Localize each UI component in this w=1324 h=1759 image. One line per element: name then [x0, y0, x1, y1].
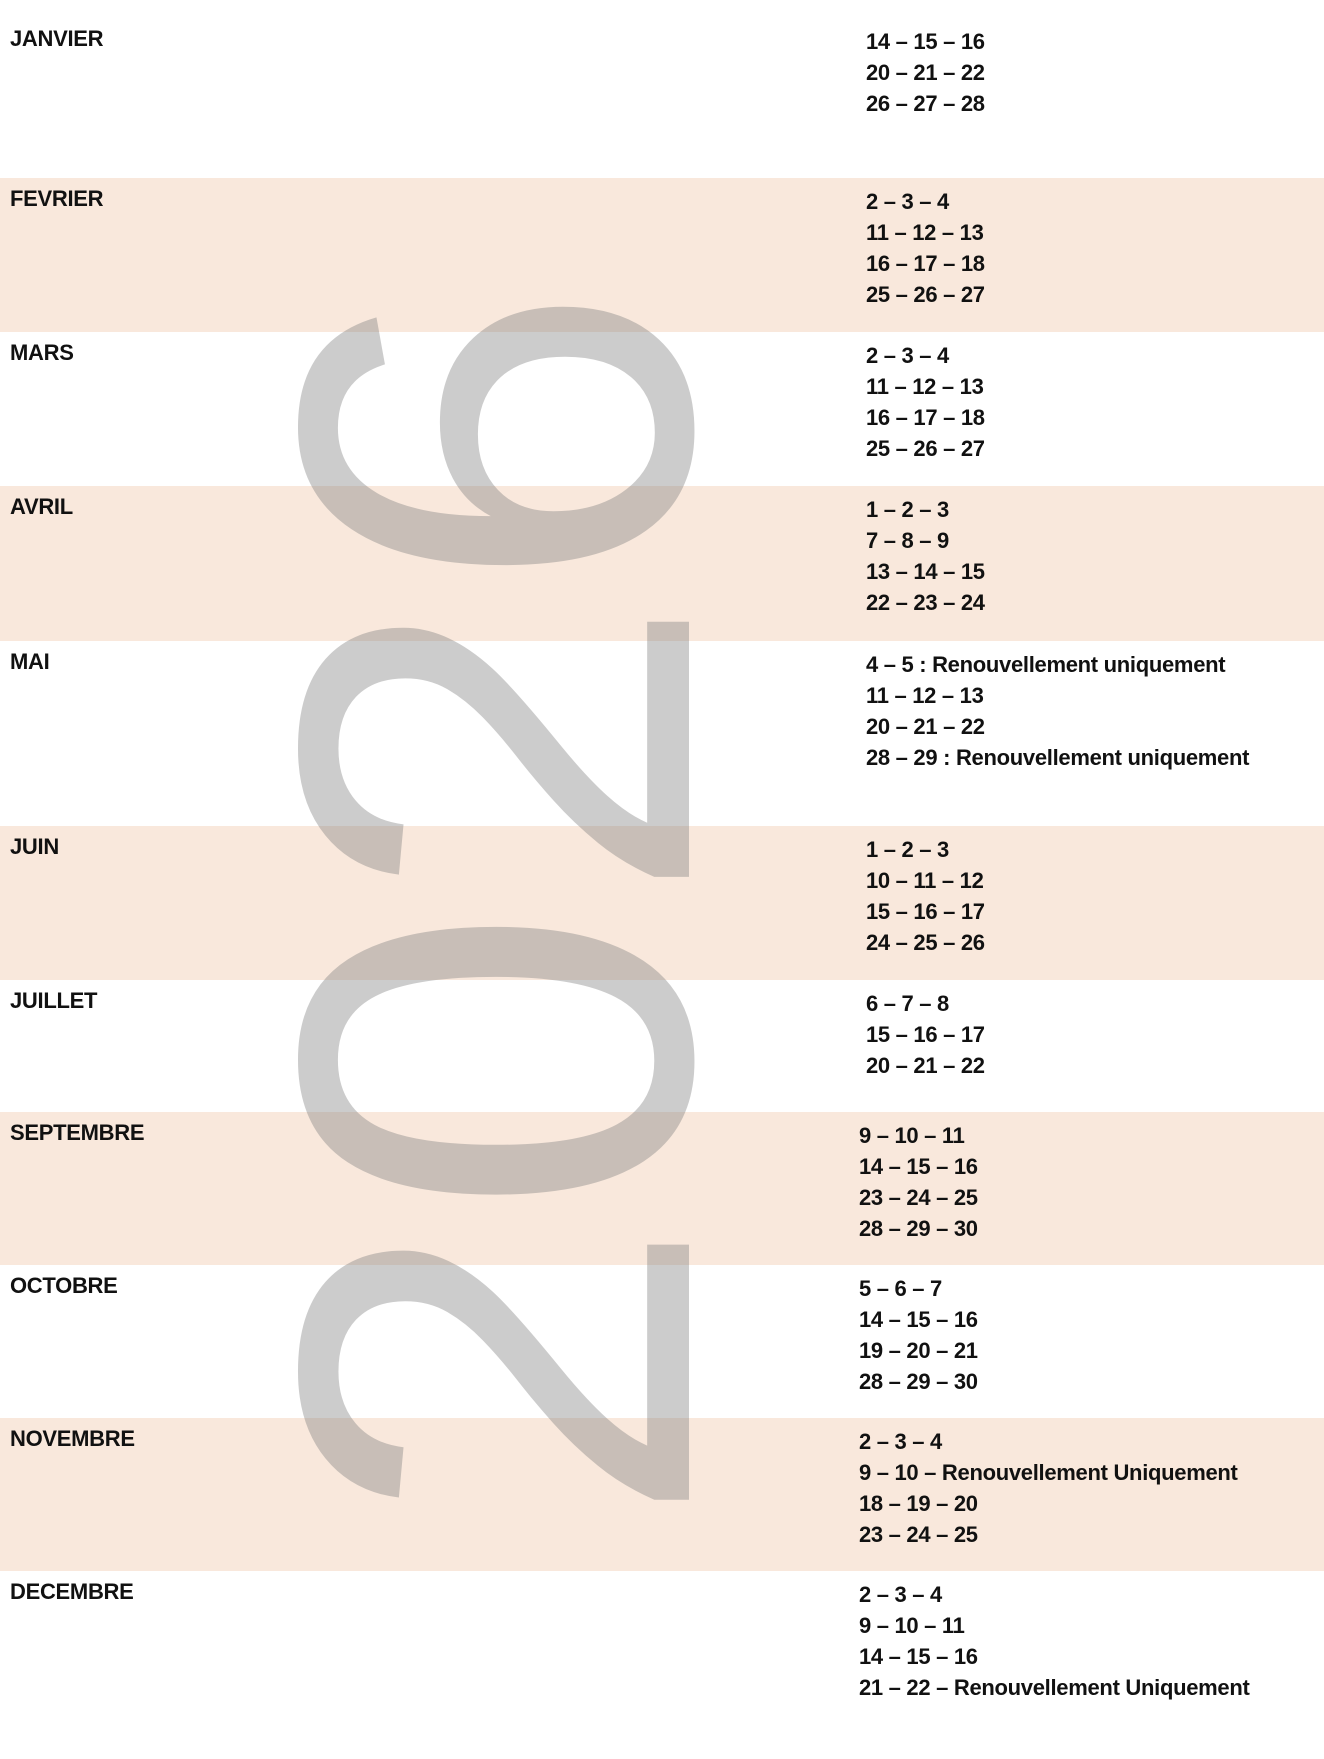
month-row-juillet: [0, 980, 1324, 1112]
date-list: [866, 26, 985, 119]
date-line: 10 – 11 – 12: [866, 868, 984, 893]
month-row-avril: [0, 486, 1324, 641]
date-line: 11 – 12 – 13: [866, 374, 984, 399]
date-line: 9 – 10 – 11: [859, 1123, 965, 1148]
date-line: 1 – 2 – 3: [866, 837, 949, 862]
month-row-fevrier: [0, 178, 1324, 332]
month-label: SEPTEMBRE: [10, 1120, 145, 1145]
date-line: 14 – 15 – 16: [866, 29, 985, 54]
month-row-septembre: [0, 1112, 1324, 1265]
date-line: 14 – 15 – 16: [859, 1644, 978, 1669]
date-line: 20 – 21 – 22: [866, 1053, 985, 1078]
month-label: JANVIER: [10, 26, 104, 51]
month-label: FEVRIER: [10, 186, 104, 211]
date-line: 9 – 10 – 11: [859, 1613, 965, 1638]
date-line: 23 – 24 – 25: [859, 1185, 978, 1210]
date-line: 25 – 26 – 27: [866, 436, 985, 461]
month-label: JUIN: [10, 834, 59, 859]
date-line: 5 – 6 – 7: [859, 1276, 942, 1301]
month-row-janvier: [0, 18, 1324, 178]
date-list: [866, 494, 985, 618]
month-label: DECEMBRE: [10, 1579, 134, 1604]
date-line: 19 – 20 – 21: [859, 1338, 978, 1363]
month-label: JUILLET: [10, 988, 98, 1013]
date-line: 24 – 25 – 26: [866, 930, 985, 955]
date-list: [866, 834, 985, 958]
date-line: 28 – 29 – 30: [859, 1369, 978, 1394]
date-line: 11 – 12 – 13: [866, 220, 984, 245]
date-line: 22 – 23 – 24: [866, 590, 985, 615]
date-list: [859, 1273, 978, 1397]
date-line: 6 – 7 – 8: [866, 991, 949, 1016]
date-line: 13 – 14 – 15: [866, 559, 985, 584]
month-row-decembre: [0, 1571, 1324, 1731]
date-line: 16 – 17 – 18: [866, 405, 985, 430]
date-line: 21 – 22 – Renouvellement Uniquement: [859, 1675, 1250, 1700]
date-line: 14 – 15 – 16: [859, 1307, 978, 1332]
watermark-text: 2026: [182, 282, 808, 1528]
date-line: 25 – 26 – 27: [866, 282, 985, 307]
month-row-mars: [0, 332, 1324, 486]
month-label: MAI: [10, 649, 50, 674]
date-line: 2 – 3 – 4: [859, 1582, 942, 1607]
date-line: 20 – 21 – 22: [866, 714, 985, 739]
date-list: [859, 1426, 1238, 1550]
month-row-novembre: [0, 1418, 1324, 1571]
date-line: 20 – 21 – 22: [866, 60, 985, 85]
date-line: 15 – 16 – 17: [866, 1022, 985, 1047]
date-line: 9 – 10 – Renouvellement Uniquement: [859, 1460, 1238, 1485]
date-list: [859, 1579, 1250, 1703]
date-line: 28 – 29 – 30: [859, 1216, 978, 1241]
month-label: NOVEMBRE: [10, 1426, 135, 1451]
date-line: 14 – 15 – 16: [859, 1154, 978, 1179]
date-line: 7 – 8 – 9: [866, 528, 949, 553]
month-row-octobre: [0, 1265, 1324, 1418]
date-line: 16 – 17 – 18: [866, 251, 985, 276]
month-row-juin: [0, 826, 1324, 980]
date-line: 15 – 16 – 17: [866, 899, 985, 924]
month-label: AVRIL: [10, 494, 73, 519]
month-label: OCTOBRE: [10, 1273, 118, 1298]
date-list: [866, 988, 985, 1081]
date-list: [866, 186, 985, 310]
date-line: 1 – 2 – 3: [866, 497, 949, 522]
date-line: 18 – 19 – 20: [859, 1491, 978, 1516]
date-list: [859, 1120, 978, 1244]
date-line: 4 – 5 : Renouvellement uniquement: [866, 652, 1226, 677]
date-line: 2 – 3 – 4: [866, 343, 949, 368]
date-line: 23 – 24 – 25: [859, 1522, 978, 1547]
date-line: 28 – 29 : Renouvellement uniquement: [866, 745, 1250, 770]
date-line: 11 – 12 – 13: [866, 683, 984, 708]
date-list: [866, 340, 985, 464]
date-list: [866, 649, 1249, 773]
month-row-mai: [0, 641, 1324, 826]
month-label: MARS: [10, 340, 74, 365]
date-line: 2 – 3 – 4: [859, 1429, 942, 1454]
date-line: 2 – 3 – 4: [866, 189, 949, 214]
date-line: 26 – 27 – 28: [866, 91, 985, 116]
